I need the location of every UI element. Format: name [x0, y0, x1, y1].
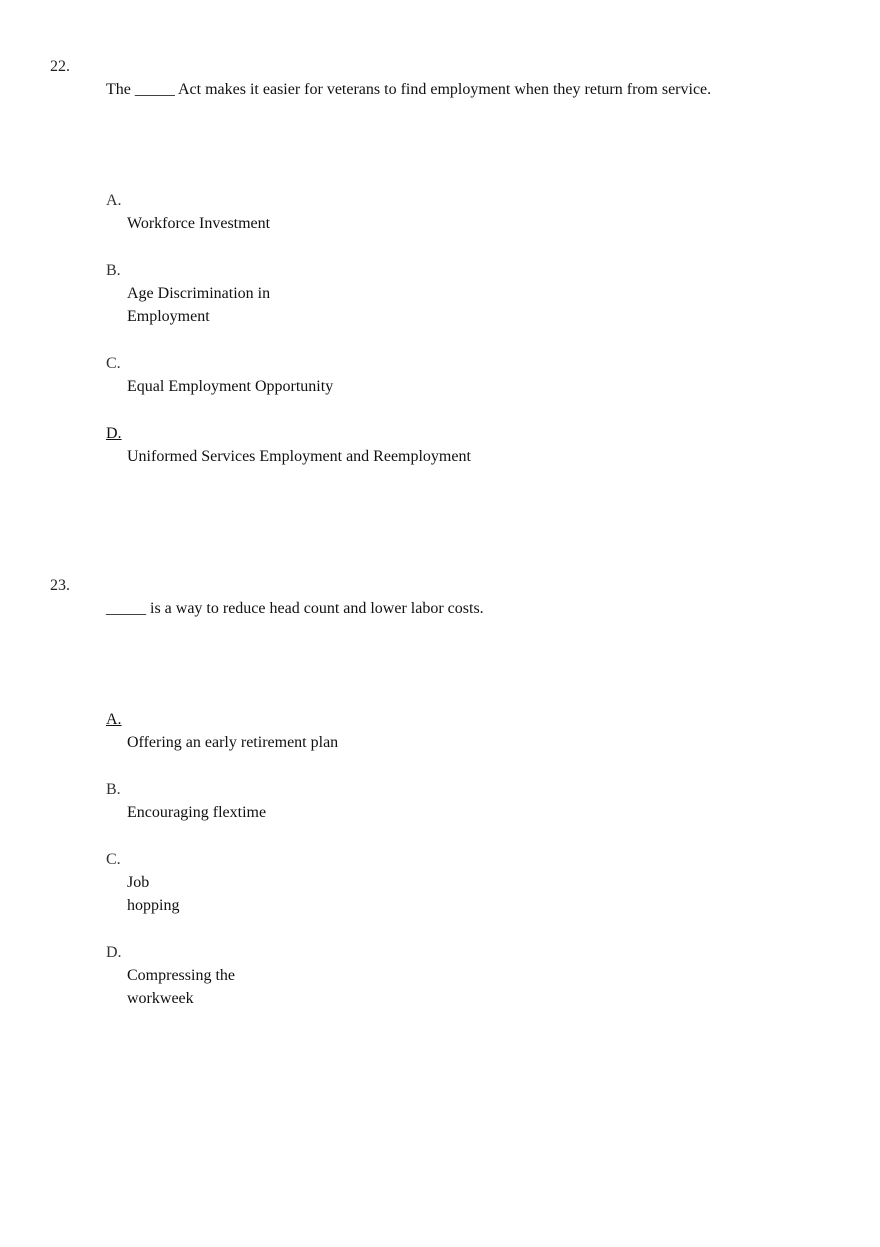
- option-text: Encouraging flextime: [127, 804, 267, 821]
- option-text: Workforce Investment: [127, 215, 271, 232]
- option-a[interactable]: [106, 189, 806, 235]
- option-d[interactable]: [106, 422, 806, 468]
- option-text: Job hopping: [127, 874, 180, 914]
- question-text: The _____ Act makes it easier for veterans to find employment when they return from service.: [106, 81, 712, 98]
- option-letter: A.: [106, 192, 122, 209]
- option-letter: B.: [106, 781, 121, 798]
- option-d[interactable]: [106, 941, 806, 1010]
- option-c[interactable]: [106, 352, 806, 398]
- answer-options: [106, 189, 806, 492]
- question-text: _____ is a way to reduce head count and lower labor costs.: [106, 600, 484, 617]
- option-a[interactable]: [106, 708, 806, 754]
- option-letter-correct: A.: [106, 711, 122, 728]
- question-number: 23.: [50, 577, 70, 594]
- option-text: Offering an early retirement plan: [127, 734, 339, 751]
- option-letter: C.: [106, 355, 121, 372]
- option-text: Equal Employment Opportunity: [127, 378, 334, 395]
- option-text: Compressing the workweek: [127, 967, 235, 1007]
- option-letter: C.: [106, 851, 121, 868]
- option-b[interactable]: [106, 778, 806, 824]
- option-text: Uniformed Services Employment and Reemployment: [127, 448, 471, 465]
- option-text: Age Discrimination in Employment: [127, 285, 271, 325]
- question-number: 22.: [50, 58, 70, 75]
- option-letter-correct: D.: [106, 425, 122, 442]
- option-letter: B.: [106, 262, 121, 279]
- answer-options: [106, 708, 806, 1034]
- option-letter: D.: [106, 944, 122, 961]
- option-c[interactable]: [106, 848, 806, 917]
- option-b[interactable]: [106, 259, 806, 328]
